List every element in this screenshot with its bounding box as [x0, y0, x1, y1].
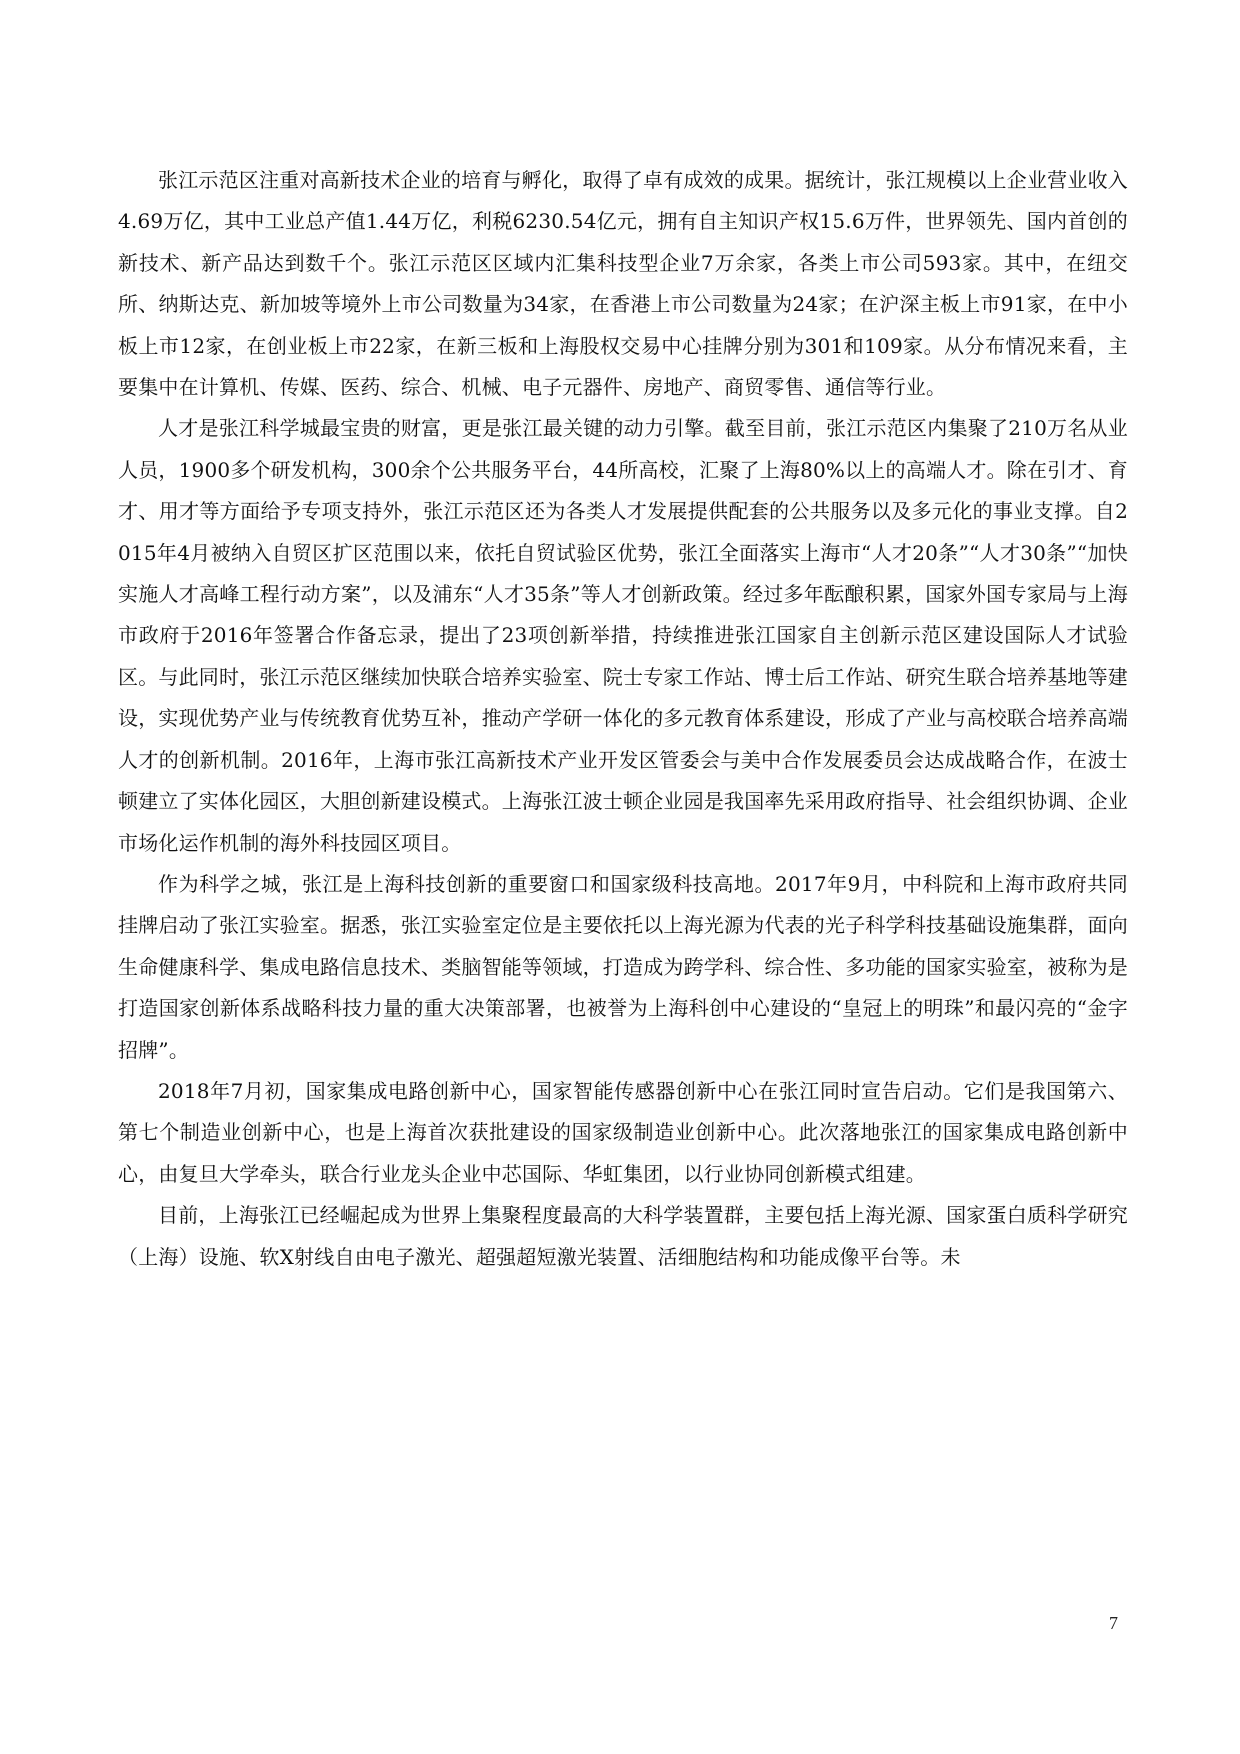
paragraph-talent: 人才是张江科学城最宝贵的财富，更是张江最关键的动力引擎。截至目前，张江示范区内集聚了210万名从业人员，1900多个研发机构，300余个公共服务平台，44所高校，汇聚了上海80%以上的高端人才。除在引才、育才、用才等方面给予专项支持外，张江示范区还为各类人才发展提供配套的公共服务以及多元化的事业支撑。自2015年4月被纳入自贸区扩区范围以来，依托自贸试验区优势，张江全面落实上海市“人才20条”“人才30条”“加快实施人才高峰工程行动方案”，以及浦东“人才35条”等人才创新政策。经过多年酝酿积累，国家外国专家局与上海市政府于2016年签署合作备忘录，提出了23项创新举措，持续推进张江国家自主创新示范区建设国际人才试验区。与此同时，张江示范区继续加快联合培养实验室、院士专家工作站、博士后工作站、研究生联合培养基地等建设，实现优势产业与传统教育优势互补，推动产学研一体化的多元教育体系建设，形成了产业与高校联合培养高端人才的创新机制。2016年，上海市张江高新技术产业开发区管委会与美中合作发展委员会达成战略合作，在波士顿建立了实体化园区，大胆创新建设模式。上海张江波士顿企业园是我国率先采用政府指导、社会组织协调、企业市场化运作机制的海外科技园区项目。 [118, 416, 1128, 855]
paragraph-innovation-centers: 2018年7月初，国家集成电路创新中心，国家智能传感器创新中心在张江同时宣告启动。它们是我国第六、第七个制造业创新中心，也是上海首次获批建设的国家级制造业创新中心。此次落地张江的国家集成电路创新中心，由复旦大学牵头，联合行业龙头企业中芯国际、华虹集团，以行业协同创新模式组建。 [118, 1078, 1128, 1186]
paragraph-enterprise-incubation: 张江示范区注重对高新技术企业的培育与孵化，取得了卓有成效的成果。据统计，张江规模以上企业营业收入4.69万亿，其中工业总产值1.44万亿，利税6230.54亿元，拥有自主知识产权15.6万件，世界领先、国内首创的新技术、新产品达到数千个。张江示范区区域内汇集科技型企业7万余家，各类上市公司593家。其中，在纽交所、纳斯达克、新加坡等境外上市公司数量为34家，在香港上市公司数量为24家；在沪深主板上市91家，在中小板上市12家，在创业板上市22家，在新三板和上海股权交易中心挂牌分别为301和109家。从分布情况来看，主要集中在计算机、传媒、医药、综合、机械、电子元器件、房地产、商贸零售、通信等行业。 [118, 168, 1128, 400]
paragraph-science-facilities: 目前，上海张江已经崛起成为世界上集聚程度最高的大科学装置群，主要包括上海光源、国家蛋白质科学研究（上海）设施、软X射线自由电子激光、超强超短激光装置、活细胞结构和功能成像平台等。未 [118, 1203, 1128, 1269]
paragraph-zhangjiang-lab: 作为科学之城，张江是上海科技创新的重要窗口和国家级科技高地。2017年9月，中科院和上海市政府共同挂牌启动了张江实验室。据悉，张江实验室定位是主要依托以上海光源为代表的光子科学科技基础设施集群，面向生命健康科学、集成电路信息技术、类脑智能等领域，打造成为跨学科、综合性、多功能的国家实验室，被称为是打造国家创新体系战略科技力量的重大决策部署，也被誉为上海科创中心建设的“皇冠上的明珠”和最闪亮的“金字招牌”。 [118, 871, 1128, 1062]
page-number: 7 [1109, 1613, 1118, 1633]
document-body [118, 160, 1128, 1278]
